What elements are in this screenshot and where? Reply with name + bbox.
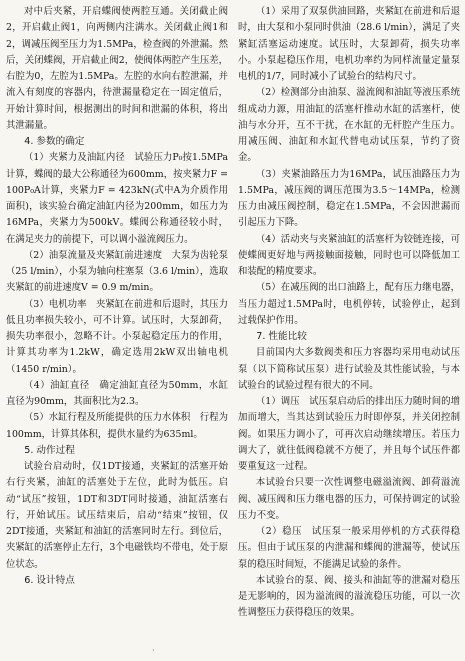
right-column — [238, 4, 460, 661]
paragraph: （2）油泵流量及夹紧缸前进速度 大泵为齿轮泵（25 l/min），小泵为轴向柱塞泵（3.6 l/min），选取夹紧缸的前进速度V = 0.9 m/min。 — [6, 249, 228, 294]
paragraph: （1）采用了双泵供油回路，夹紧缸在前进和后退时，由大泵和小泵同时供油（28.6 l/min），满足了夹紧缸活塞运动速度。试压时，大泵卸荷，损失功率小。小泵起稳压作用，电机功率约为同样流量定量泵电机的1/7，同时减小了试验台的结构尺寸。 — [238, 6, 460, 82]
paragraph: （2）检测部分由油泵、溢流阀和油缸等液压系统组成动力源，用油缸的活塞杆推动水缸的活塞杆，使油与水分开，互不干扰，在水缸的无杆腔产生压力。用减压阀、油缸和水缸代替电动试压泵，节约了资金。 — [238, 87, 460, 164]
paragraph: （3）电机功率 夹紧缸在前进和后退时，其压力低且功率损失较小，可不计算。试压时，大泵卸荷，损失功率很小，忽略不计。小泵起稳定压力的作用，计算其功率为1.2kW，确定选用2kW双出轴电机（1450 r/min）。 — [6, 298, 228, 375]
paragraph: （4）活动夹与夹紧油缸的活塞杆为铰链连接，可使蝶阀更好地与两接触面接触，同时也可以降低加工和装配的精度要求。 — [238, 233, 460, 277]
paragraph: 目前国内大多数阀类和压力容器均采用电动试压泵（以下简称试压泵）进行试验及其性能试验，与本试验台的试验过程有很大的不同。 — [238, 347, 460, 391]
section-heading: 6. 设计特点 — [24, 574, 75, 586]
paragraph: （5）在减压阀的出口油路上，配有压力继电器，当压力超过1.5MPa时，电机停转，试验停止，起到过载保护作用。 — [238, 282, 460, 326]
paragraph: （1）夹紧力及油缸内径 试验压力P₀按1.5MPa计算，蝶阀的最大公称通径为600mm，按夹紧力F = 100P₀A计算，夹紧力F = 423kN(式中A为介质作用面积)，该实验台确定油缸内径为200mm，如压力为16MPa，夹紧力为500kV。蝶阀公称通径较小时，在满足夹力的前提下，可以调小溢流阀压力。 — [6, 152, 228, 245]
footer-mark: · — [152, 646, 155, 655]
paragraph: 对中后夹紧，开启蝶阀使两腔互通。关闭截止阀2，开启截止阀1，向两侧内注满水。关闭截止阀1和2，调减压阀至压力为1.5MPa，检查阀的外泄漏。然后，关闭蝶阀，开启截止阀2，使阀体两腔产生压差，右腔为0，左腔为1.5MPa。左腔的水向右腔泄漏，并流入有刻度的容器内，待泄漏量稳定在一固定值后，开始计算时间，根据测出的时间和泄漏的体积，将出其泄漏量。 — [6, 6, 228, 131]
paragraph: （2）稳压 试压泵一般采用停机的方式获得稳压。但由于试压泵的内泄漏和蝶阀的泄漏等，使试压泵的稳压时间短，不能满足试验的条件。 — [238, 526, 460, 570]
section-heading: 4. 参数的确定 — [24, 136, 85, 147]
paragraph: （3）夹紧油路压力为16MPa，试压油路压力为1.5MPa，减压阀的调压范围为3.5～14MPa，检测压力由减压阀控制，稳定在1.5MPa，不会因泄漏而引起压力下降。 — [238, 168, 460, 229]
paragraph: （1）调压 试压泵启动后的排出压力随时间的增加而增大，当其达到试验压力时即停泵，并关闭控制阀。如果压力调小了，可再次启动继续增压。若压力调大了，就往低阀稳就不方便了，并且每个试压件都要重复这一过程。 — [238, 396, 460, 472]
paragraph: 本试验台只要一次性调整电磁溢流阀、卸荷溢流阀、减压阀和压力继电器的压力，可保持调定的试验压力不变。 — [238, 477, 460, 521]
section-heading: 7. 性能比较 — [256, 331, 307, 342]
paragraph: 本试验台的泵、阀、接头和油缸等的泄漏对稳压是无影响的，因为溢流阀的溢流稳压功能，可以一次性调整压力获得稳压的效果。 — [238, 574, 460, 619]
left-column — [6, 4, 228, 661]
section-heading: 5. 动作过程 — [24, 444, 75, 456]
paragraph: 试验台启动时，仅1DT接通，夹紧缸的活塞开始右行夹紧，油缸的活塞处于左位，此时为低压。启动“试压”按钮，1DT和3DT同时接通，油缸活塞右行，开始试压。试压结束后，启动“结束”按钮，仅2DT接通，夹紧缸和油缸的活塞同时左行。到位后，夹紧缸的活塞停止左行，3个电磁铁均不带电，处于原位状态。 — [6, 461, 228, 570]
paragraph: （4）油缸直径 确定油缸直径为50mm，水缸直径为90mm，其面积比为2.3。 — [6, 379, 228, 407]
paragraph: （5）水缸行程及所能提供的压力水体积 行程为100mm，计算其体积，提供水量约为635ml。 — [6, 412, 228, 440]
